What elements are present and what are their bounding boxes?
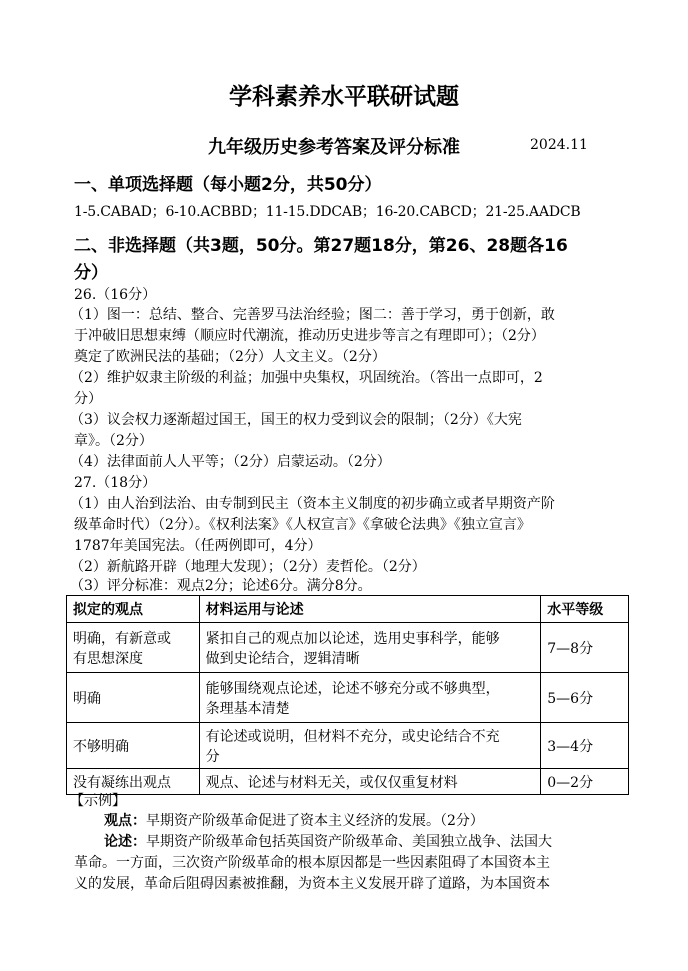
q26-part4: （4）法律面前人人平等；（2分）启蒙运动。（2分） xyxy=(70,454,391,470)
q26-part1-line2: 于冲破旧思想束缚（顺应时代潮流，推动历史进步等言之有理即可）；（2分） xyxy=(74,328,545,344)
table-cell-desc: 能够围绕观点论述，论述不够充分或不够典型， 条理基本清楚 xyxy=(199,673,541,723)
q26-part2-line2: 分） xyxy=(74,391,102,407)
table-cell-desc: 有论述或说明，但材料不充分，或史论结合不充 分 xyxy=(199,723,541,769)
table-header-material: 材料运用与论述 xyxy=(199,596,541,623)
scoring-table xyxy=(66,595,629,795)
table-cell-level: 5—6分 xyxy=(541,673,629,723)
q26-part3-line2: 章》。（2分） xyxy=(74,433,153,449)
example-argument-line2: 革命。一方面，三次资产阶级革命的根本原因都是一些因素阻碍了本国资本主 xyxy=(74,855,550,871)
example-view-label: 观点： xyxy=(104,813,146,829)
q27-part1-line3: 1787年美国宪法。（任两例即可，4分） xyxy=(74,538,322,554)
q27-part1-line2: 级革命时代）（2分）。《权利法案》《人权宣言》《拿破仑法典》《独立宣言》 xyxy=(74,517,531,533)
table-cell-level: 7—8分 xyxy=(541,623,629,673)
example-view xyxy=(104,811,484,832)
q26-part1-line1: （1）图一：总结、整合、完善罗马法治经验；图二：善于学习，勇于创新，敢 xyxy=(70,307,555,323)
q27-part2: （2）新航路开辟（地理大发现）；（2分）麦哲伦。（2分） xyxy=(70,559,426,575)
section1-answers: 1-5.CABAD；6-10.ACBBD；11-15.DDCAB；16-20.CABCD；21-25.AADCB xyxy=(74,204,581,220)
example-argument-label: 论述： xyxy=(104,834,146,850)
section1-heading: 一、单项选择题（每小题2分，共50分） xyxy=(74,175,382,195)
example-argument-line3: 义的发展，革命后阻碍因素被推翻，为资本主义发展开辟了道路，为本国资本 xyxy=(74,876,550,892)
table-header-level: 水平等级 xyxy=(541,596,629,623)
table-header-view: 拟定的观点 xyxy=(67,596,200,623)
q26-part1-line3: 奠定了欧洲民法的基础；（2分）人文主义。（2分） xyxy=(74,349,386,365)
q27-label: 27.（18分） xyxy=(74,475,157,491)
table-header-row xyxy=(67,596,629,623)
example-view-text: 早期资产阶级革命促进了资本主义经济的发展。（2分） xyxy=(146,813,484,829)
table-cell-desc: 紧扣自己的观点加以论述，选用史事科学，能够 做到史论结合，逻辑清晰 xyxy=(199,623,541,673)
table-cell-view: 明确 xyxy=(67,673,200,723)
q26-label: 26.（16分） xyxy=(74,287,157,303)
table-cell-level: 0—2分 xyxy=(541,769,629,795)
table-cell-view: 不够明确 xyxy=(67,723,200,769)
table-row xyxy=(67,673,629,723)
q26-part2-line1: （2）维护奴隶主阶级的利益；加强中央集权，巩固统治。（答出一点即可，2 xyxy=(70,370,543,386)
table-cell-desc: 观点、论述与材料无关，或仅仅重复材料 xyxy=(199,769,541,795)
table-row xyxy=(67,723,629,769)
table-cell-view: 明确，有新意或 有思想深度 xyxy=(67,623,200,673)
example-heading: 【示例】 xyxy=(70,793,126,809)
table-cell-level: 3—4分 xyxy=(541,723,629,769)
table-row xyxy=(67,623,629,673)
q27-part1-line1: （1）由人治到法治、由专制到民主（资本主义制度的初步确立或者早期资产阶 xyxy=(70,496,555,512)
section2-heading-line1: 二、非选择题（共3题，50分。第27题18分，第26、28题各16 xyxy=(74,236,568,256)
q26-part3-line1: （3）议会权力逐渐超过国王，国王的权力受到议会的限制；（2分）《大宪 xyxy=(70,412,522,428)
example-argument-text: 早期资产阶级革命包括英国资产阶级革命、美国独立战争、法国大 xyxy=(146,834,552,850)
section2-heading-line2: 分） xyxy=(74,263,108,283)
document-subtitle: 九年级历史参考答案及评分标准 xyxy=(208,137,460,158)
table-cell-view: 没有凝练出观点 xyxy=(67,769,200,795)
table-row xyxy=(67,769,629,795)
document-title: 学科素养水平联研试题 xyxy=(229,84,459,110)
document-date: 2024.11 xyxy=(530,137,588,153)
example-argument-line1 xyxy=(104,832,552,853)
q27-part3: （3）评分标准：观点2分；论述6分。满分8分。 xyxy=(70,578,372,594)
